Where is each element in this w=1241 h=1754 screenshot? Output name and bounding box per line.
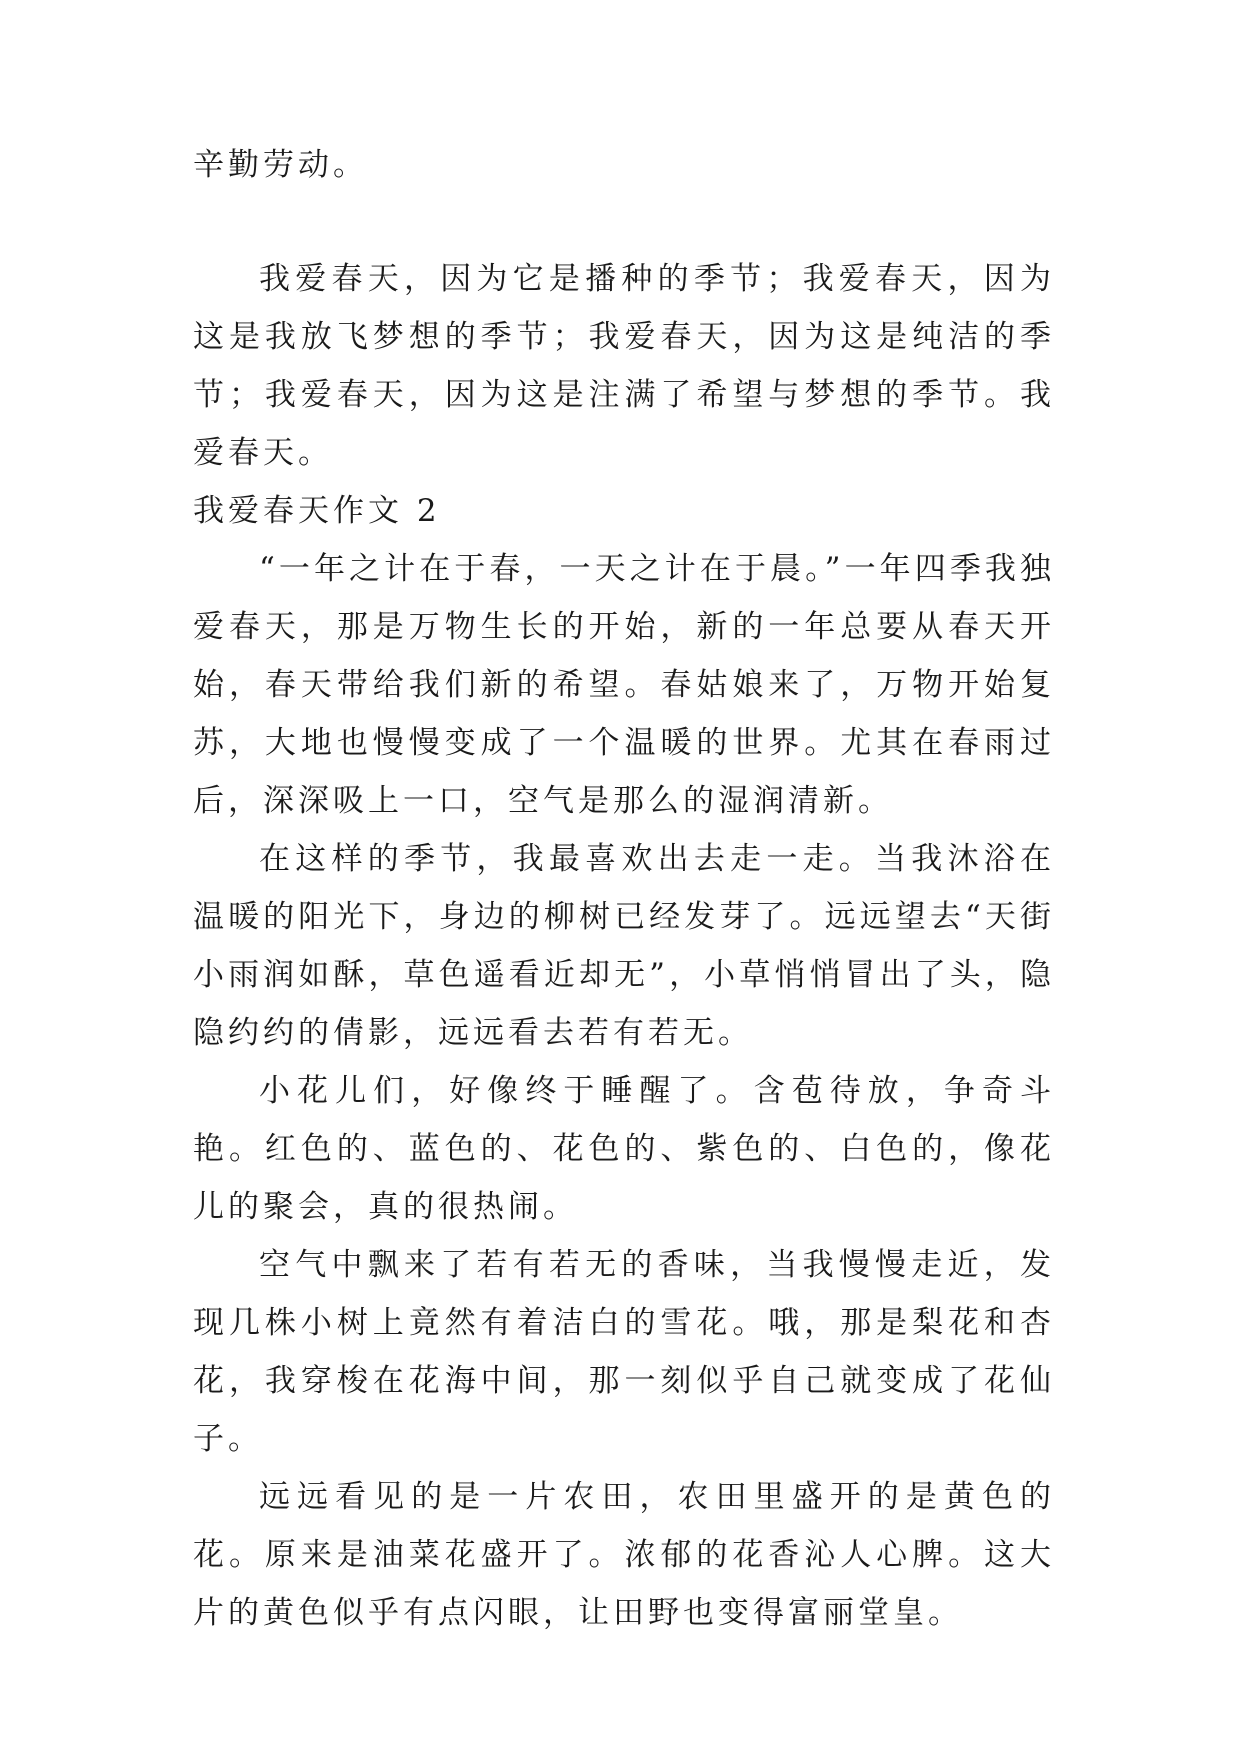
paragraph: 空气中飘来了若有若无的香味，当我慢慢走近，发现几株小树上竟然有着洁白的雪花。哦，那是梨花和杏花，我穿梭在花海中间，那一刻似乎自己就变成了花仙子。: [193, 1247, 1055, 1457]
essay-body: [193, 136, 1055, 1642]
paragraph: “一年之计在于春，一天之计在于晨。”一年四季我独爱春天，那是万物生长的开始，新的一年总要从春天开始，春天带给我们新的希望。春姑娘来了，万物开始复苏，大地也慢慢变成了一个温暖的世界。尤其在春雨过后，深深吸上一口，空气是那么的湿润清新。: [193, 551, 1055, 819]
paragraph: 在这样的季节，我最喜欢出去走一走。当我沐浴在温暖的阳光下，身边的柳树已经发芽了。远远望去“天街小雨润如酥，草色遥看近却无”，小草悄悄冒出了头，隐隐约约的倩影，远远看去若有若无。: [193, 841, 1055, 1051]
paragraph: 我爱春天，因为它是播种的季节；我爱春天，因为这是我放飞梦想的季节；我爱春天，因为这是纯洁的季节；我爱春天，因为这是注满了希望与梦想的季节。我爱春天。: [193, 261, 1055, 471]
paragraph: 远远看见的是一片农田，农田里盛开的是黄色的花。原来是油菜花盛开了。浓郁的花香沁人心脾。这大片的黄色似乎有点闪眼，让田野也变得富丽堂皇。: [193, 1479, 1055, 1631]
essay-title: 我爱春天作文 2: [193, 493, 441, 529]
carry-over-line: 辛勤劳动。: [193, 147, 368, 183]
paragraph: 小花儿们，好像终于睡醒了。含苞待放，争奇斗艳。红色的、蓝色的、花色的、紫色的、白色的，像花儿的聚会，真的很热闹。: [193, 1073, 1055, 1225]
